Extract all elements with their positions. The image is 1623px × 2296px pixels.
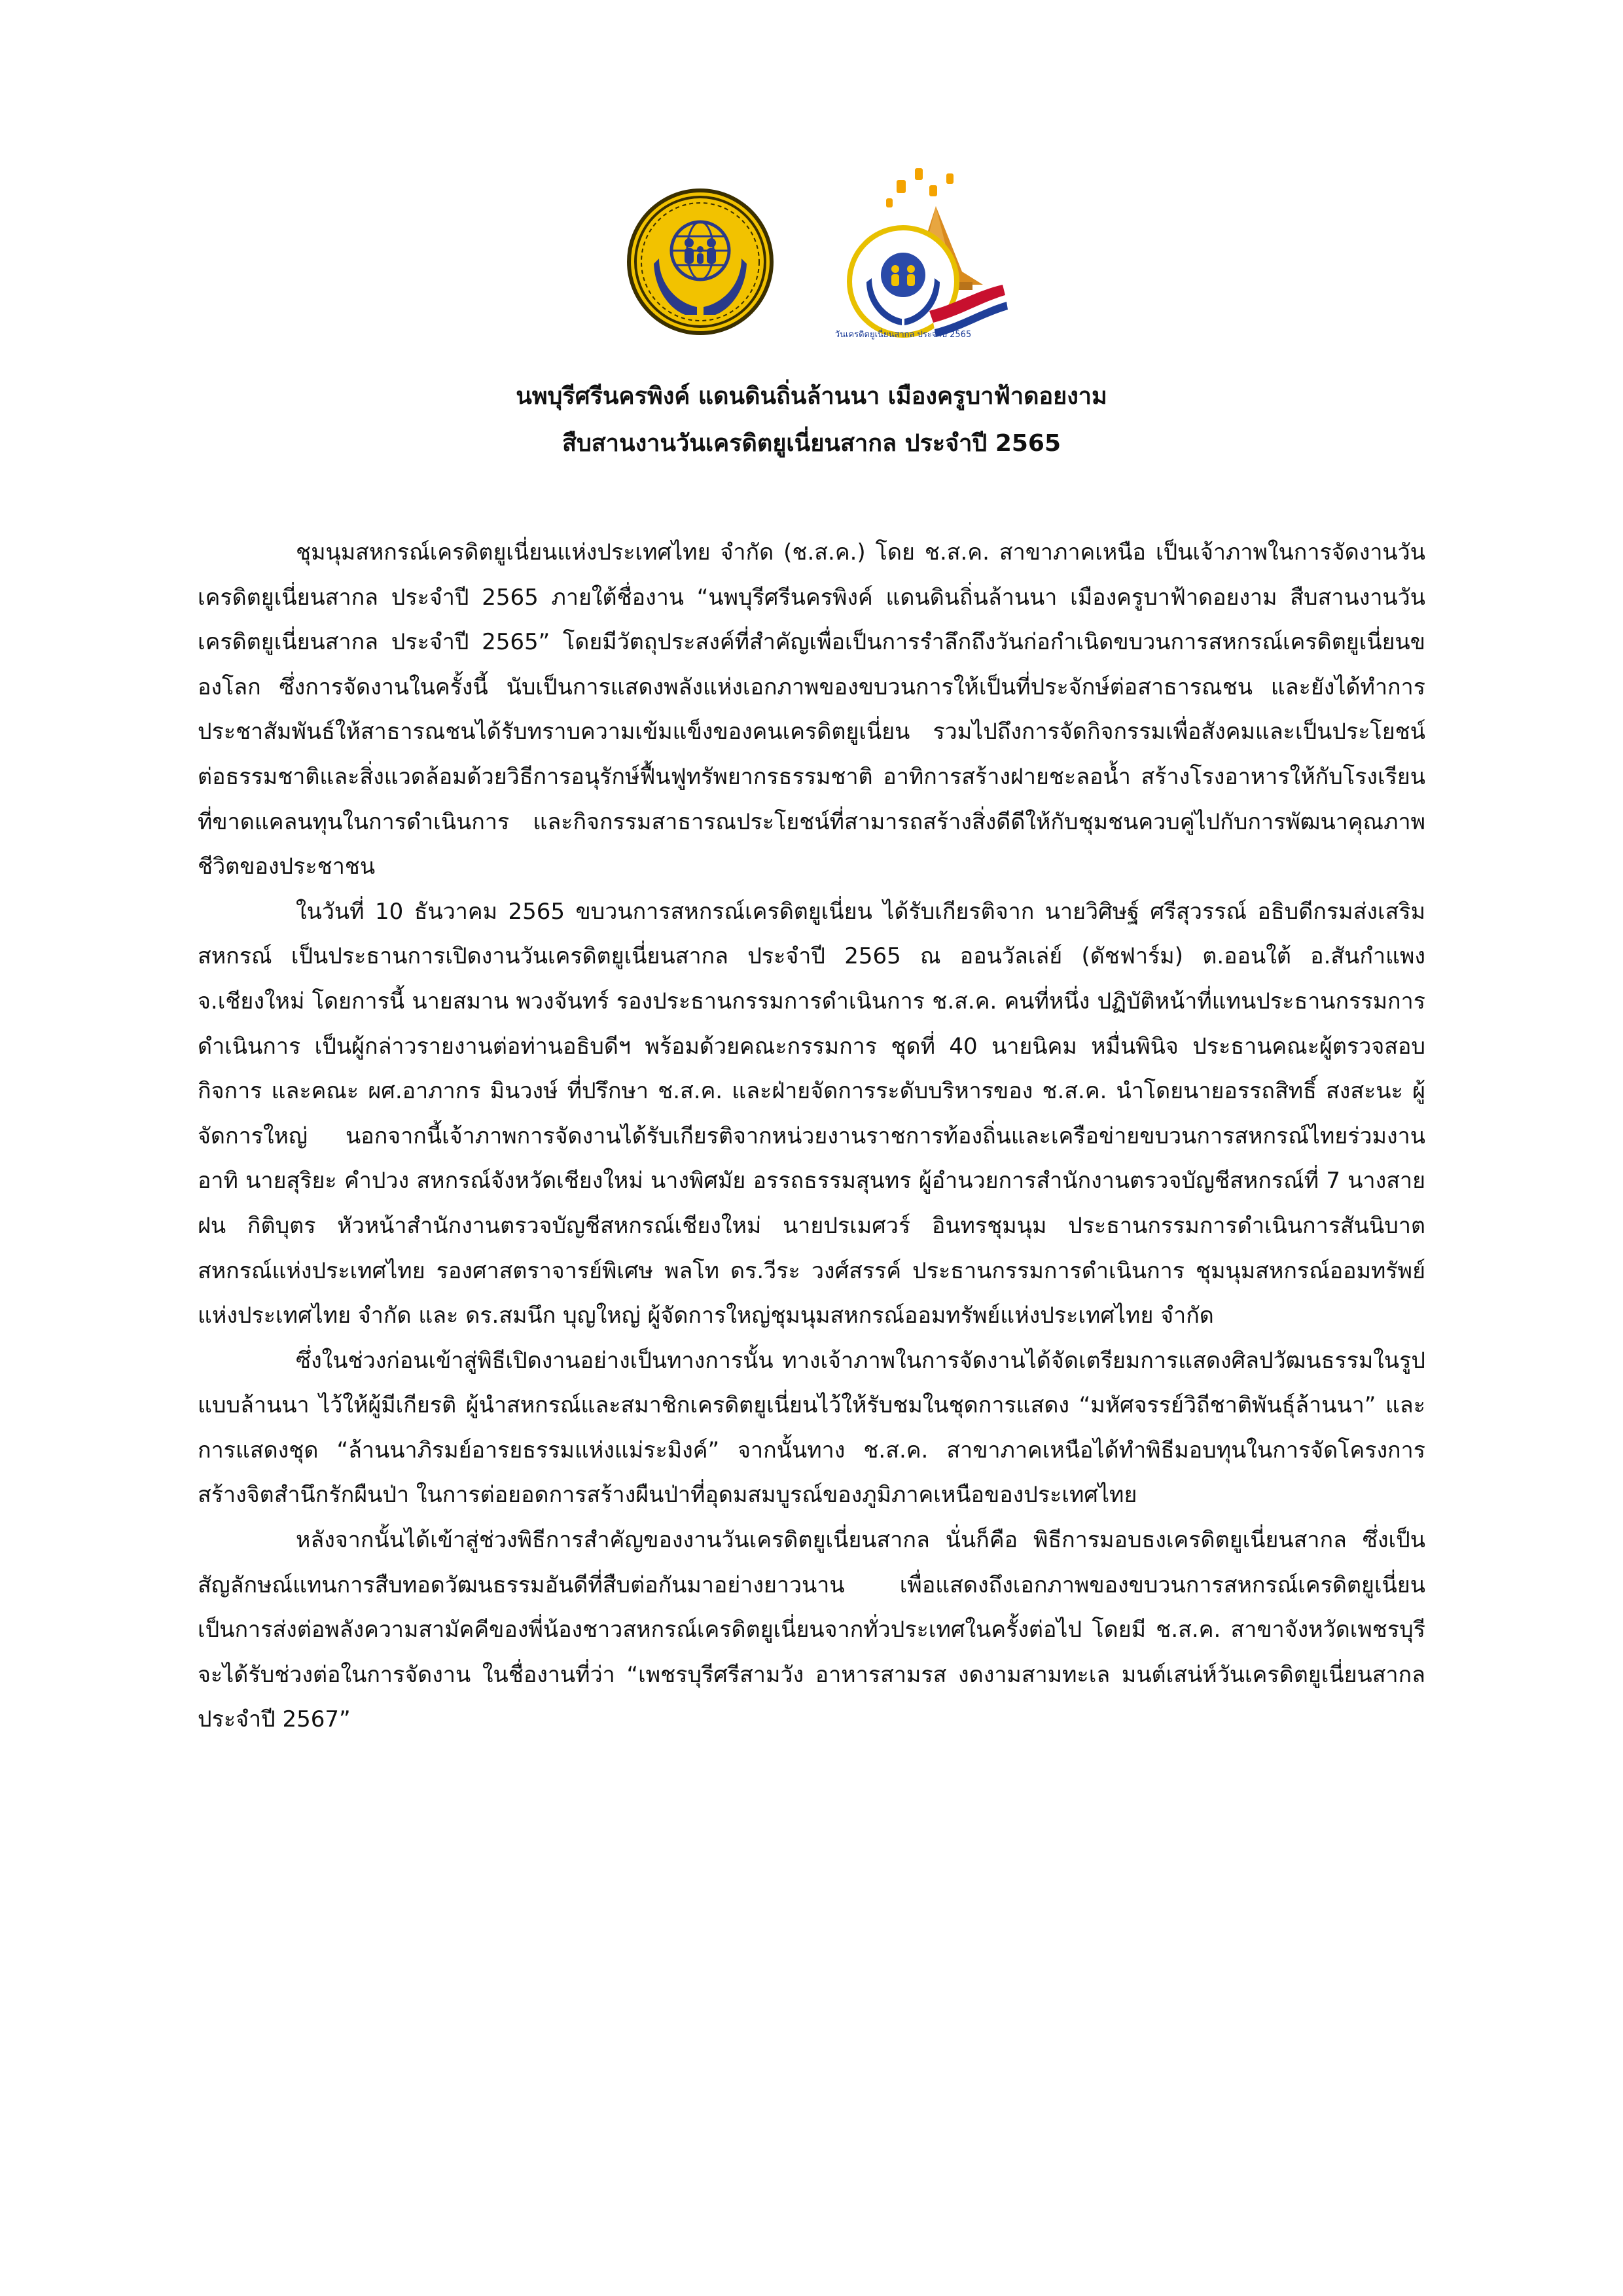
credit-union-hands-logo (625, 187, 776, 337)
document-body (198, 530, 1425, 1742)
paragraph: ซึ่งในช่วงก่อนเข้าสู่พิธีเปิดงานอย่างเป็นทางการนั้น ทางเจ้าภาพในการจัดงานได้จัดเตรียมการแสดงศิลปวัฒนธรรมในรูปแบบล้านนา ไว้ให้ผู้มีเกียรติ ผู้นำสหกรณ์และสมาชิกเครดิตยูเนี่ยนไว้ให้รับชมในชุดการแสดง “มหัศจรรย์วิถีชาติพันธุ์ล้านนา” และการแสดงชุด “ล้านนาภิรมย์อารยธรรมแห่งแม่ระมิงค์” จากนั้นทาง ช.ส.ค. สาขาภาคเหนือได้ทำพิธีมอบทุนในการจัดโครงการสร้างจิตสำนึกรักผืนป่า ในการต่อยอดการสร้างผืนป่าที่อุดมสมบูรณ์ของภูมิภาคเหนือของประเทศไทย (198, 1347, 1425, 1509)
event-logo-caption: วันเครดิตยูเนี่ยนสากล ประจำปี 2565 (834, 330, 972, 340)
title-line-1: นพบุรีศรีนครพิงค์ แดนดินถิ่นล้านนา เมืองครูบาฟ้าดอยงาม (516, 383, 1107, 410)
document-title (131, 373, 1492, 467)
title-line-2: สืบสานงานวันเครดิตยูเนี่ยนสากล ประจำปี 2565 (562, 430, 1061, 457)
lanna-event-logo (831, 160, 1014, 357)
paragraph: หลังจากนั้นได้เข้าสู่ช่วงพิธีการสำคัญของงานวันเครดิตยูเนี่ยนสากล นั่นก็คือ พิธีการมอบธงเครดิตยูเนี่ยนสากล ซึ่งเป็นสัญลักษณ์แทนการสืบทอดวัฒนธรรมอันดีที่สืบต่อกันมาอย่างยาวนาน เพื่อแสดงถึงเอกภาพของขบวนการสหกรณ์เครดิตยูเนี่ยน เป็นการส่งต่อพลังความสามัคคีของพี่น้องชาวสหกรณ์เครดิตยูเนี่ยนจากทั่วประเทศในครั้งต่อไป โดยมี ช.ส.ค. สาขาจังหวัดเพชรบุรี จะได้รับช่วงต่อในการจัดงาน ในชื่องานที่ว่า “เพชรบุรีศรีสามวัง อาหารสามรส งดงามสามทะเล มนต์เสน่ห์วันเครดิตยูเนี่ยนสากล ประจำปี 2567” (198, 1527, 1425, 1733)
paragraph: ชุมนุมสหกรณ์เครดิตยูเนี่ยนแห่งประเทศไทย จำกัด (ช.ส.ค.) โดย ช.ส.ค. สาขาภาคเหนือ เป็นเจ้าภาพในการจัดงานวันเครดิตยูเนี่ยนสากล ประจำปี 2565 ภายใต้ชื่องาน “นพบุรีศรีนครพิงค์ แดนดินถิ่นล้านนา เมืองครูบาฟ้าดอยงาม สืบสานงานวันเครดิตยูเนี่ยนสากล ประจำปี 2565” โดยมีวัตถุประสงค์ที่สำคัญเพื่อเป็นการรำลึกถึงวันก่อกำเนิดขบวนการสหกรณ์เครดิตยูเนี่ยนของโลก ซึ่งการจัดงานในครั้งนี้ นับเป็นการแสดงพลังแห่งเอกภาพของขบวนการให้เป็นที่ประจักษ์ต่อสาธารณชน และยังได้ทำการประชาสัมพันธ์ให้สาธารณชนได้รับทราบความเข้มแข็งของคนเครดิตยูเนี่ยน รวมไปถึงการจัดกิจกรรมเพื่อสังคมและเป็นประโยชน์ต่อธรรมชาติและสิ่งแวดล้อมด้วยวิธีการอนุรักษ์ฟื้นฟูทรัพยากรธรรมชาติ อาทิการสร้างฝายชะลอน้ำ สร้างโรงอาหารให้กับโรงเรียนที่ขาดแคลนทุนในการดำเนินการ และกิจกรรมสาธารณประโยชน์ที่สามารถสร้างสิ่งดีดีให้กับชุมชนควบคู่ไปกับการพัฒนาคุณภาพชีวิตของประชาชน (198, 539, 1425, 880)
paragraph: ในวันที่ 10 ธันวาคม 2565 ขบวนการสหกรณ์เครดิตยูเนี่ยน ได้รับเกียรติจาก นายวิศิษฐ์ ศรีสุวรรณ์ อธิบดีกรมส่งเสริมสหกรณ์ เป็นประธานการเปิดงานวันเครดิตยูเนี่ยนสากล ประจำปี 2565 ณ ออนวัลเล่ย์ (ดัชฟาร์ม) ต.ออนใต้ อ.สันกำแพง จ.เชียงใหม่ โดยการนี้ นายสมาน พวงจันทร์ รองประธานกรรมการดำเนินการ ช.ส.ค. คนที่หนึ่ง ปฏิบัติหน้าที่แทนประธานกรรมการดำเนินการ เป็นผู้กล่าวรายงานต่อท่านอธิบดีฯ พร้อมด้วยคณะกรรมการ ชุดที่ 40 นายนิคม หมื่นพินิจ ประธานคณะผู้ตรวจสอบกิจการ และคณะ ผศ.อาภากร มินวงษ์ ที่ปรึกษา ช.ส.ค. และฝ่ายจัดการระดับบริหารของ ช.ส.ค. นำโดยนายอรรถสิทธิ์ สงสะนะ ผู้จัดการใหญ่ นอกจากนี้เจ้าภาพการจัดงานได้รับเกียรติจากหน่วยงานราชการท้องถิ่นและเครือข่ายขบวนการสหกรณ์ไทยร่วมงาน อาทิ นายสุริยะ คำปวง สหกรณ์จังหวัดเชียงใหม่ นางพิศมัย อรรถธรรมสุนทร ผู้อำนวยการสำนักงานตรวจบัญชีสหกรณ์ที่ 7 นางสายฝน กิติบุตร หัวหน้าสำนักงานตรวจบัญชีสหกรณ์เชียงใหม่ นายปรเมศวร์ อินทรชุมนุม ประธานกรรมการดำเนินการสันนิบาตสหกรณ์แห่งประเทศไทย รองศาสตราจารย์พิเศษ พลโท ดร.วีระ วงศ์สรรค์ ประธานกรรมการดำเนินการ ชุมนุมสหกรณ์ออมทรัพย์แห่งประเทศไทย จำกัด และ ดร.สมนึก บุญใหญ่ ผู้จัดการใหญ่ชุมนุมสหกรณ์ออมทรัพย์แห่งประเทศไทย จำกัด (198, 898, 1425, 1329)
